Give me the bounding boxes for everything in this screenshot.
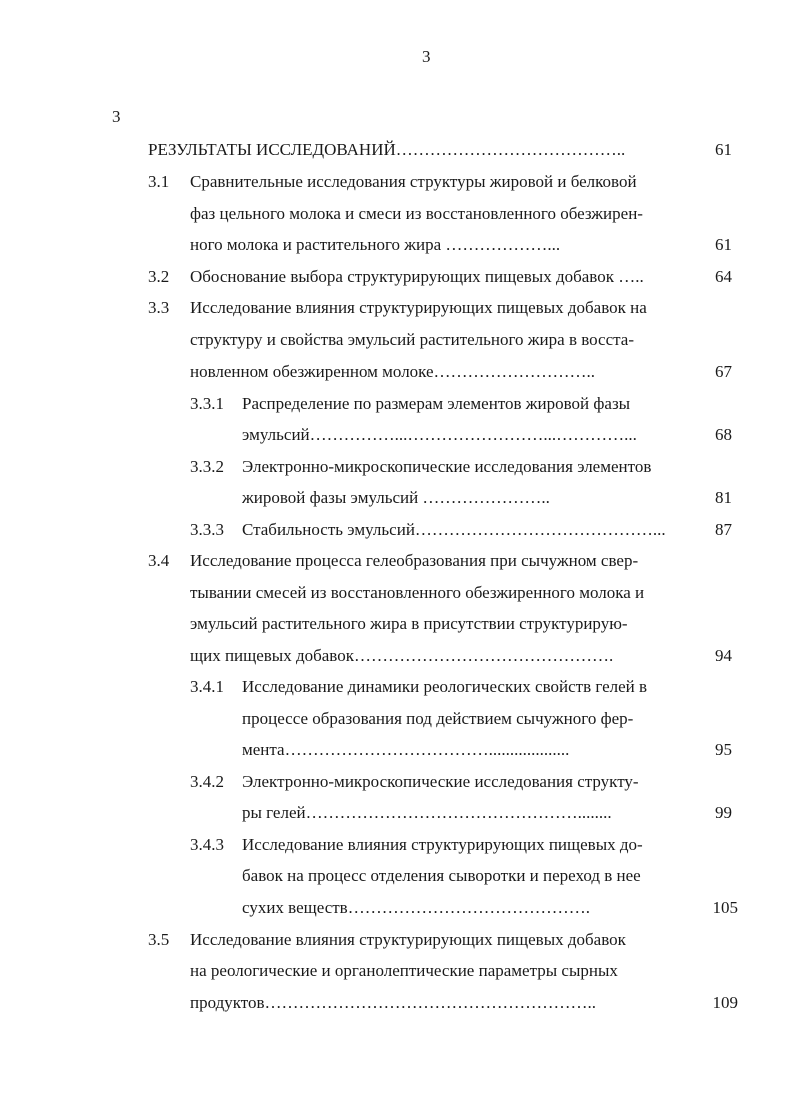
toc-entry-number: 3.3	[148, 298, 170, 317]
toc-entry-number: 3.1	[148, 172, 170, 191]
toc-entry-number: 3.5	[148, 930, 170, 949]
toc-entry-page: 94	[715, 646, 732, 665]
toc-entry-line: бавок на процесс отделения сыворотки и переход в нее	[242, 866, 641, 885]
toc-entry-line: жировой фазы эмульсий …………………..	[242, 488, 550, 507]
toc-entry-page: 87	[715, 520, 732, 539]
toc-entry-line: эмульсий растительного жира в присутствии структурирую-	[190, 614, 628, 633]
toc-entry-page: 95	[715, 740, 732, 759]
toc-entry-page: 105	[712, 898, 738, 917]
toc-entry-number: 3.3.3	[190, 520, 224, 539]
toc-entry-line: Исследование динамики реологических свойств гелей в	[242, 677, 648, 696]
toc-entry-line: на реологические и органолептические параметры сырных	[190, 961, 618, 980]
toc-entry-number: 3.4.1	[190, 677, 224, 696]
toc-entry-line: процессе образования под действием сычужного фер-	[242, 709, 634, 728]
toc-entry-line: Исследование влияния структурирующих пищевых добавок	[190, 930, 626, 949]
chapter-page: 61	[715, 140, 732, 159]
toc-entry-line: щих пищевых добавок……………………………………….	[190, 646, 614, 665]
toc-entry-page: 67	[715, 362, 732, 381]
toc-entry-page: 99	[715, 803, 732, 822]
toc-entry-number: 3.3.2	[190, 457, 224, 476]
toc-entry-number: 3.4.3	[190, 835, 224, 854]
toc-entry-line: Сравнительные исследования структуры жировой и белковой	[190, 172, 637, 191]
toc-entry-line: Электронно-микроскопические исследования структу-	[242, 772, 639, 791]
toc-entry-line: тывании смесей из восстановленного обезжиренного молока и	[190, 583, 645, 602]
toc-entry-line: Стабильность эмульсий……………………………………...	[242, 520, 666, 539]
toc-entry-line: Обоснование выбора структурирующих пищевых добавок …..	[190, 267, 644, 286]
toc-entry-line: мента………………………………...................	[242, 740, 570, 759]
toc-entry-line: продуктов…………………………………………………..	[190, 993, 597, 1012]
toc-entry-line: ры гелей…………………………………………........	[242, 803, 612, 822]
chapter-number: 3	[112, 107, 121, 126]
toc-entry-page: 64	[715, 267, 732, 286]
toc-entry-page: 109	[712, 993, 738, 1012]
toc-entry-page: 68	[715, 425, 732, 444]
toc-entry-line: Исследование влияния структурирующих пищевых добавок на	[190, 298, 647, 317]
toc-entry-line: новленном обезжиренном молоке………………………..	[190, 362, 596, 381]
toc-entry-line: сухих веществ…………………………………….	[242, 898, 590, 917]
toc-entry-number: 3.4.2	[190, 772, 224, 791]
toc-entry-line: Исследование влияния структурирующих пищевых до-	[242, 835, 643, 854]
toc-entry-line: Электронно-микроскопические исследования элементов	[242, 457, 652, 476]
toc-entry-number: 3.3.1	[190, 394, 224, 413]
toc-entry-line: эмульсий……………...……………………...…………...	[242, 425, 637, 444]
toc-entry-line: Исследование процесса гелеобразования при сычужном свер-	[190, 551, 639, 570]
toc-entry-line: Распределение по размерам элементов жировой фазы	[242, 394, 631, 413]
toc-entry-line: ного молока и растительного жира ………………...	[190, 235, 561, 254]
toc-entry-line: структуру и свойства эмульсий растительного жира в восста-	[190, 330, 634, 349]
toc-entry-number: 3.4	[148, 551, 170, 570]
toc-entry-number: 3.2	[148, 267, 170, 286]
chapter-title: РЕЗУЛЬТАТЫ ИССЛЕДОВАНИЙ…………………………………..	[148, 140, 626, 159]
page-number: 3	[422, 47, 431, 66]
toc-entry-line: фаз цельного молока и смеси из восстановленного обезжирен-	[190, 204, 643, 223]
toc-entry-page: 81	[715, 488, 732, 507]
toc-entry-page: 61	[715, 235, 732, 254]
